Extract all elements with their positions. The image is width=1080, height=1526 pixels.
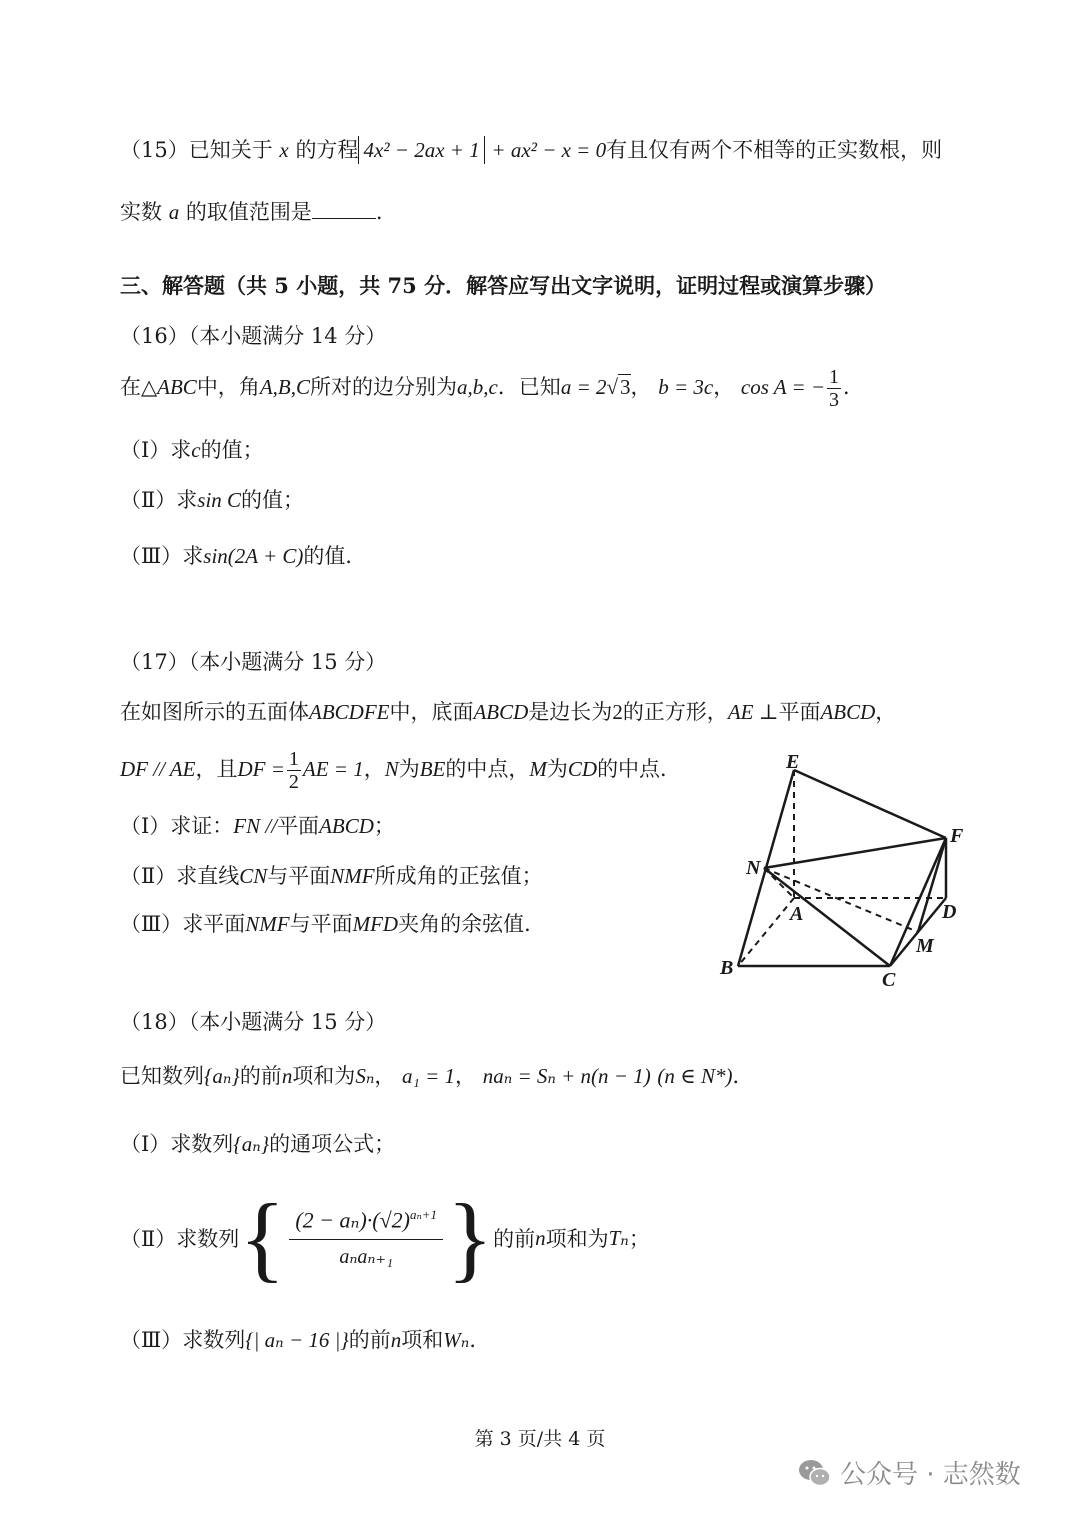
pentahedron-figure: [716, 748, 976, 998]
q18-header: （18）（本小题满分 15 分）: [120, 1010, 387, 1034]
q17-stem-1: 在如图所示的五面体ABCDFE中，底面ABCD是边长为2的正方形，AE ⊥平面ABCD，: [120, 700, 897, 724]
q16-part-3: （Ⅲ）求sin(2A + C)的值．: [120, 544, 367, 568]
label-A: A: [790, 903, 804, 925]
q18-stem: 已知数列{aₙ}的前n项和为Sₙ， a₁ = 1， naₙ = Sₙ + n(n − 1) (n ∈ N*)．: [120, 1064, 754, 1088]
edge-NM: [764, 868, 918, 932]
section-title: 三、解答题（共 5 小题，共 75 分．解答应写出文字说明，证明过程或演算步骤）: [120, 273, 887, 298]
watermark: [798, 1454, 1021, 1491]
q15-line-2: 实数 a 的取值范围是 .: [120, 200, 383, 224]
edge-NF: [764, 838, 946, 868]
abs-expression: 4x² − 2ax + 1: [358, 136, 484, 164]
q16-stem: 在△ABC中，角A,B,C所对的边分别为a,b,c．已知a = 2√3， b = 3c， cos A = − $\frac{1}{3}$ ．: [120, 366, 865, 411]
label-D: D: [942, 901, 957, 923]
label-B: B: [720, 957, 734, 979]
label-C: C: [882, 969, 896, 991]
q17-part-3: （Ⅲ）求平面NMF与平面MFD夹角的余弦值．: [120, 912, 546, 936]
fraction-one-half: $\frac{1}{2}$: [288, 748, 299, 793]
label-N: N: [746, 857, 761, 879]
q17-header: （17）（本小题满分 15 分）: [120, 650, 387, 674]
q17-part-2: （Ⅱ）求直线CN与平面NMF所成角的正弦值；: [120, 864, 543, 888]
watermark-text: 公众号 · 志然数: [840, 1460, 1021, 1490]
answer-blank[interactable]: [312, 200, 376, 219]
q16-part-1: （Ⅰ）求c的值；: [120, 438, 264, 462]
q15-line-1: （15）已知关于 x 的方程 4x² − 2ax + 1 + ax² − x = 0有且仅有两个不相等的正实数根，则: [120, 138, 943, 162]
right-brace: }: [447, 1184, 494, 1291]
edge-EF: [794, 770, 946, 838]
q16-part-2: （Ⅱ）求sin C的值；: [120, 488, 305, 512]
fraction-one-third: $\frac{1}{3}$: [829, 366, 840, 411]
left-brace: {: [239, 1184, 286, 1291]
label-E: E: [786, 751, 800, 773]
q17-part-1: （Ⅰ）求证：FN //平面ABCD；: [120, 814, 395, 838]
q18-part-3: （Ⅲ）求数列{| aₙ − 16 |}的前n项和Wₙ．: [120, 1328, 491, 1352]
page-number: 第 3 页/共 4 页: [474, 1428, 606, 1450]
q18-part-2: （Ⅱ）求数列 { $\frac{(2 - a_n)\cdot(√2)^{a_n+1}}{\text{aₙaₙ₊₁}}$ } 的前 n 项和为 Tₙ ；: [120, 1184, 650, 1291]
label-M: M: [916, 935, 934, 957]
q17-stem-2: DF // AE，且DF = $\frac{1}{2}$ AE = 1，N为BE的中点，M为CD的中点．: [120, 748, 682, 793]
q16-header: （16）（本小题满分 14 分）: [120, 324, 387, 348]
label-F: F: [950, 825, 964, 847]
q18-part-1: （Ⅰ）求数列{aₙ}的通项公式；: [120, 1132, 396, 1156]
edge-AB: [738, 898, 794, 966]
sequence-fraction: $\frac{(2 - a_n)\cdot(√2)^{a_n+1}}{\text{aₙaₙ₊₁}}$: [289, 1208, 443, 1268]
wechat-icon: [798, 1458, 832, 1488]
edge-NC: [764, 868, 890, 966]
